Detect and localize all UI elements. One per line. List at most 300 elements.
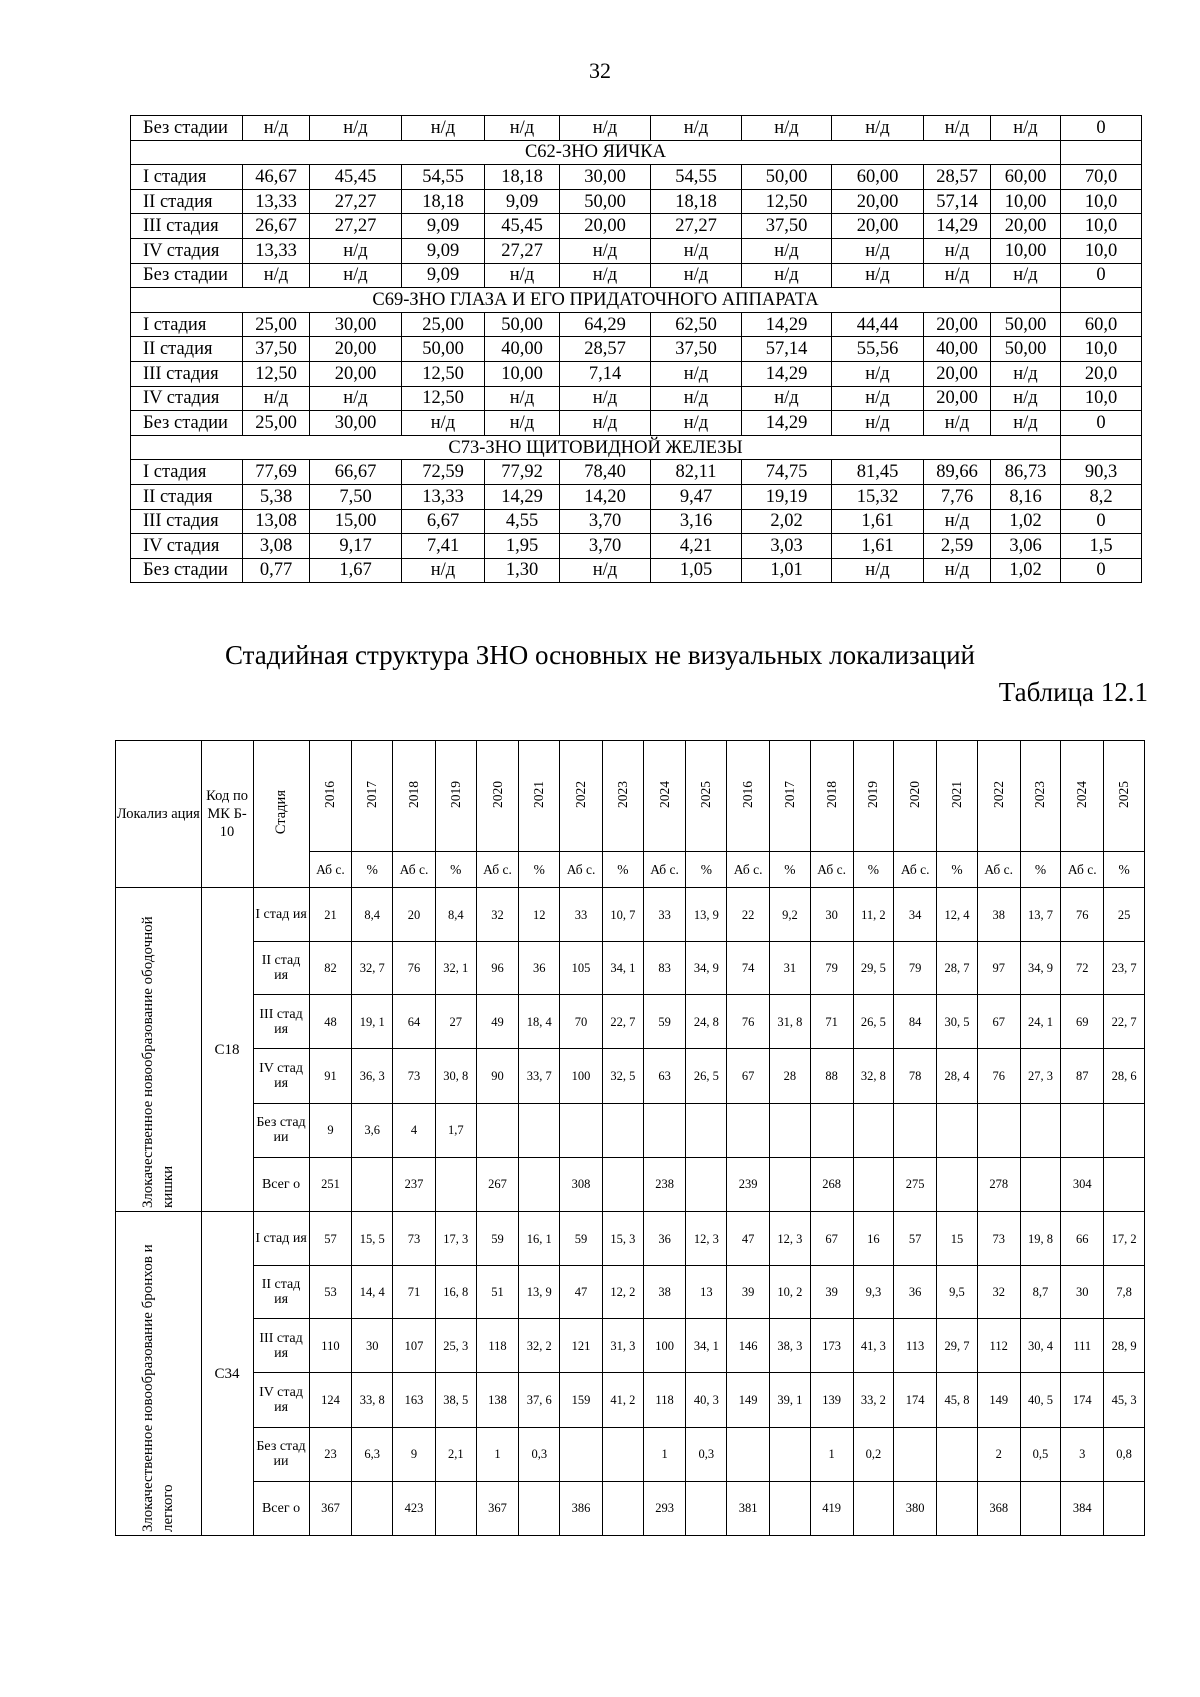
- value-cell: 9,17: [310, 534, 402, 559]
- value-cell: н/д: [485, 386, 560, 411]
- value-cell: 7,41: [402, 534, 485, 559]
- year-label: 2023: [614, 781, 630, 808]
- value-cell: 34, 9: [1020, 942, 1061, 995]
- year-label: 2016: [740, 781, 756, 808]
- value-cell: 41, 3: [853, 1319, 894, 1373]
- value-cell: н/д: [651, 411, 742, 436]
- table-row: [131, 116, 1142, 141]
- section-title: С69-ЗНО ГЛАЗА И ЕГО ПРИДАТОЧНОГО АППАРАТА: [131, 288, 1061, 313]
- value-cell: 3,6: [352, 1103, 393, 1157]
- year-label: 2022: [990, 781, 1006, 808]
- value-cell: [560, 1103, 603, 1157]
- year-header: [1020, 741, 1061, 852]
- year-label: 2018: [823, 781, 839, 808]
- value-cell: 7,76: [924, 484, 991, 509]
- value-cell: 12, 4: [937, 888, 978, 942]
- value-cell: 90: [476, 1049, 519, 1103]
- value-cell: 57: [309, 1212, 352, 1266]
- header-icd-code: Код по МК Б- 10: [201, 741, 253, 888]
- value-cell: 54,55: [402, 165, 485, 190]
- value-cell: 27, 3: [1020, 1049, 1061, 1103]
- stage-label: I стадия: [131, 165, 243, 190]
- value-cell: 367: [309, 1481, 352, 1535]
- value-cell: 308: [560, 1157, 603, 1211]
- value-cell: 25,00: [243, 411, 310, 436]
- value-cell: [602, 1157, 643, 1211]
- value-cell: [770, 1103, 811, 1157]
- value-cell: 11, 2: [853, 888, 894, 942]
- year-header: [894, 741, 937, 852]
- stage-label: II стадия: [131, 189, 243, 214]
- value-cell: 10,00: [485, 361, 560, 386]
- year-header: [1061, 741, 1104, 852]
- value-cell: 97: [977, 942, 1020, 995]
- value-cell: 27,27: [485, 238, 560, 263]
- year-header: [602, 741, 643, 852]
- value-cell: 9,47: [651, 484, 742, 509]
- value-cell: 13: [686, 1266, 727, 1319]
- value-cell: 267: [476, 1157, 519, 1211]
- value-cell: 0: [1061, 263, 1142, 288]
- value-cell: 20,00: [832, 214, 924, 239]
- value-cell: 0: [1061, 116, 1142, 141]
- value-cell: 36, 3: [352, 1049, 393, 1103]
- value-cell: 26,67: [243, 214, 310, 239]
- unit-header: Аб с.: [643, 852, 686, 888]
- value-cell: 10, 7: [602, 888, 643, 942]
- year-label: 2017: [781, 781, 797, 808]
- value-cell: 368: [977, 1481, 1020, 1535]
- stage-label: I стад ия: [253, 888, 309, 942]
- value-cell: 22, 7: [602, 995, 643, 1049]
- value-cell: 60,00: [832, 165, 924, 190]
- value-cell: [853, 1157, 894, 1211]
- year-label: 2023: [1032, 781, 1048, 808]
- value-cell: 74,75: [742, 460, 832, 485]
- year-label: 2019: [447, 781, 463, 808]
- value-cell: 9,2: [770, 888, 811, 942]
- value-cell: 14, 4: [352, 1266, 393, 1319]
- header-stage: [253, 741, 309, 888]
- value-cell: [560, 1427, 603, 1481]
- year-header: [686, 741, 727, 852]
- unit-header: %: [937, 852, 978, 888]
- table-row: [116, 1049, 1145, 1103]
- value-cell: 7,8: [1104, 1266, 1145, 1319]
- value-cell: н/д: [991, 263, 1061, 288]
- value-cell: 20,00: [924, 361, 991, 386]
- value-cell: 79: [810, 942, 853, 995]
- value-cell: 9,5: [937, 1266, 978, 1319]
- stage-label: II стадия: [131, 484, 243, 509]
- value-cell: 20: [393, 888, 436, 942]
- table-row: [131, 337, 1142, 362]
- value-cell: 4,21: [651, 534, 742, 559]
- value-cell: 28,57: [924, 165, 991, 190]
- value-cell: 63: [643, 1049, 686, 1103]
- section-header-row: [131, 435, 1142, 460]
- value-cell: н/д: [243, 263, 310, 288]
- value-cell: 30, 4: [1020, 1319, 1061, 1373]
- value-cell: [1104, 1481, 1145, 1535]
- value-cell: 22: [727, 888, 770, 942]
- value-cell: 12, 3: [686, 1212, 727, 1266]
- value-cell: [476, 1103, 519, 1157]
- value-cell: 53: [309, 1266, 352, 1319]
- table-row: [116, 1157, 1145, 1211]
- value-cell: 16, 1: [519, 1212, 560, 1266]
- value-cell: 3,70: [560, 509, 651, 534]
- value-cell: 32, 1: [435, 942, 476, 995]
- value-cell: н/д: [310, 238, 402, 263]
- table-row: [131, 189, 1142, 214]
- value-cell: 1,5: [1061, 534, 1142, 559]
- value-cell: 66,67: [310, 460, 402, 485]
- value-cell: 3,16: [651, 509, 742, 534]
- value-cell: [352, 1481, 393, 1535]
- value-cell: 26, 5: [853, 995, 894, 1049]
- value-cell: 27: [435, 995, 476, 1049]
- value-cell: [519, 1157, 560, 1211]
- stage-label: Без стадии: [131, 411, 243, 436]
- value-cell: 149: [977, 1373, 1020, 1427]
- value-cell: 13,08: [243, 509, 310, 534]
- value-cell: 1,02: [991, 558, 1061, 583]
- value-cell: [727, 1427, 770, 1481]
- stage-label: III стадия: [131, 361, 243, 386]
- year-label: 2017: [364, 781, 380, 808]
- table-row: [131, 509, 1142, 534]
- icd-code-cell: С34: [201, 1212, 253, 1536]
- value-cell: н/д: [924, 411, 991, 436]
- value-cell: 0,5: [1020, 1427, 1061, 1481]
- value-cell: 30,00: [560, 165, 651, 190]
- value-cell: 66: [1061, 1212, 1104, 1266]
- value-cell: 2: [977, 1427, 1020, 1481]
- unit-header: %: [435, 852, 476, 888]
- value-cell: 121: [560, 1319, 603, 1373]
- stage-label: Без стадии: [131, 116, 243, 141]
- value-cell: 59: [643, 995, 686, 1049]
- section-title: С73-ЗНО ЩИТОВИДНОЙ ЖЕЛЕЗЫ: [131, 435, 1061, 460]
- value-cell: 23, 7: [1104, 942, 1145, 995]
- stage-label: IV стадия: [131, 238, 243, 263]
- unit-header: Аб с.: [393, 852, 436, 888]
- value-cell: 36: [894, 1266, 937, 1319]
- value-cell: 20,00: [832, 189, 924, 214]
- year-label: 2024: [656, 781, 672, 808]
- value-cell: 18,18: [651, 189, 742, 214]
- value-cell: 380: [894, 1481, 937, 1535]
- section-header-row: [131, 140, 1142, 165]
- unit-header: %: [770, 852, 811, 888]
- value-cell: 28, 4: [937, 1049, 978, 1103]
- value-cell: [602, 1427, 643, 1481]
- value-cell: [519, 1103, 560, 1157]
- value-cell: 40,00: [924, 337, 991, 362]
- value-cell: 34, 1: [686, 1319, 727, 1373]
- value-cell: н/д: [485, 411, 560, 436]
- value-cell: 1,67: [310, 558, 402, 583]
- value-cell: 2,59: [924, 534, 991, 559]
- value-cell: 1,30: [485, 558, 560, 583]
- value-cell: 60,0: [1061, 312, 1142, 337]
- value-cell: 47: [727, 1212, 770, 1266]
- value-cell: 100: [560, 1049, 603, 1103]
- value-cell: 76: [977, 1049, 1020, 1103]
- value-cell: 16, 8: [435, 1266, 476, 1319]
- year-label: 2021: [948, 781, 964, 808]
- value-cell: 20,00: [310, 337, 402, 362]
- value-cell: 107: [393, 1319, 436, 1373]
- header-localization: Локализ ация: [116, 741, 202, 888]
- value-cell: 14,29: [485, 484, 560, 509]
- unit-header: %: [352, 852, 393, 888]
- value-cell: 28, 9: [1104, 1319, 1145, 1373]
- value-cell: 55,56: [832, 337, 924, 362]
- value-cell: 2,02: [742, 509, 832, 534]
- value-cell: 72,59: [402, 460, 485, 485]
- value-cell: н/д: [742, 386, 832, 411]
- year-label: 2025: [698, 781, 714, 808]
- value-cell: н/д: [832, 386, 924, 411]
- value-cell: 139: [810, 1373, 853, 1427]
- value-cell: 67: [810, 1212, 853, 1266]
- value-cell: 10,0: [1061, 238, 1142, 263]
- value-cell: 50,00: [991, 312, 1061, 337]
- value-cell: [352, 1157, 393, 1211]
- value-cell: 15,00: [310, 509, 402, 534]
- year-header: [937, 741, 978, 852]
- value-cell: н/д: [402, 411, 485, 436]
- value-cell: 31: [770, 942, 811, 995]
- value-cell: 69: [1061, 995, 1104, 1049]
- value-cell: 19, 8: [1020, 1212, 1061, 1266]
- value-cell: 29, 7: [937, 1319, 978, 1373]
- value-cell: 34: [894, 888, 937, 942]
- value-cell: [686, 1481, 727, 1535]
- stage-distribution-table-continued: [130, 115, 1142, 583]
- table-row: [116, 1103, 1145, 1157]
- value-cell: 30, 5: [937, 995, 978, 1049]
- value-cell: 9: [309, 1103, 352, 1157]
- value-cell: 20,00: [560, 214, 651, 239]
- value-cell: 31, 3: [602, 1319, 643, 1373]
- value-cell: 19,19: [742, 484, 832, 509]
- value-cell: 13,33: [402, 484, 485, 509]
- value-cell: 0: [1061, 411, 1142, 436]
- value-cell: 1: [810, 1427, 853, 1481]
- value-cell: н/д: [832, 361, 924, 386]
- value-cell: 293: [643, 1481, 686, 1535]
- value-cell: 1,95: [485, 534, 560, 559]
- header-stage-label: Стадия: [273, 790, 290, 835]
- value-cell: 1,02: [991, 509, 1061, 534]
- value-cell: н/д: [560, 558, 651, 583]
- year-label: 2018: [405, 781, 421, 808]
- stage-label: III стадия: [131, 509, 243, 534]
- value-cell: 67: [727, 1049, 770, 1103]
- value-cell: н/д: [402, 558, 485, 583]
- value-cell: 87: [1061, 1049, 1104, 1103]
- value-cell: [770, 1157, 811, 1211]
- value-cell: 38: [977, 888, 1020, 942]
- value-cell: [686, 1157, 727, 1211]
- value-cell: 64: [393, 995, 436, 1049]
- value-cell: 54,55: [651, 165, 742, 190]
- value-cell: н/д: [310, 263, 402, 288]
- value-cell: 13, 7: [1020, 888, 1061, 942]
- value-cell: 59: [476, 1212, 519, 1266]
- table-row: [131, 558, 1142, 583]
- value-cell: [1020, 1103, 1061, 1157]
- value-cell: 3,06: [991, 534, 1061, 559]
- value-cell: 14,29: [742, 312, 832, 337]
- value-cell: 30: [352, 1319, 393, 1373]
- value-cell: 112: [977, 1319, 1020, 1373]
- value-cell: 38, 3: [770, 1319, 811, 1373]
- value-cell: 0: [1061, 509, 1142, 534]
- value-cell: 48: [309, 995, 352, 1049]
- value-cell: [894, 1427, 937, 1481]
- value-cell: н/д: [651, 263, 742, 288]
- value-cell: 50,00: [742, 165, 832, 190]
- value-cell: 34, 1: [602, 942, 643, 995]
- value-cell: 174: [1061, 1373, 1104, 1427]
- value-cell: 84: [894, 995, 937, 1049]
- table-row: [131, 214, 1142, 239]
- value-cell: 0,3: [686, 1427, 727, 1481]
- value-cell: [435, 1481, 476, 1535]
- year-header: [770, 741, 811, 852]
- value-cell: 105: [560, 942, 603, 995]
- value-cell: [602, 1481, 643, 1535]
- value-cell: 33: [643, 888, 686, 942]
- value-cell: 91: [309, 1049, 352, 1103]
- value-cell: н/д: [832, 558, 924, 583]
- value-cell: 62,50: [651, 312, 742, 337]
- value-cell: н/д: [485, 116, 560, 141]
- value-cell: 25: [1104, 888, 1145, 942]
- table-row: [131, 165, 1142, 190]
- value-cell: н/д: [991, 386, 1061, 411]
- table-row: [116, 1319, 1145, 1373]
- value-cell: 27,27: [310, 189, 402, 214]
- value-cell: 82,11: [651, 460, 742, 485]
- value-cell: 29, 5: [853, 942, 894, 995]
- value-cell: 275: [894, 1157, 937, 1211]
- value-cell: 37,50: [243, 337, 310, 362]
- value-cell: 33, 2: [853, 1373, 894, 1427]
- value-cell: 57,14: [742, 337, 832, 362]
- value-cell: 13, 9: [519, 1266, 560, 1319]
- stage-label: Без стад ии: [253, 1427, 309, 1481]
- value-cell: 1,61: [832, 534, 924, 559]
- value-cell: 76: [1061, 888, 1104, 942]
- value-cell: 30: [810, 888, 853, 942]
- value-cell: 8,4: [435, 888, 476, 942]
- value-cell: 21: [309, 888, 352, 942]
- value-cell: н/д: [832, 411, 924, 436]
- value-cell: [853, 1481, 894, 1535]
- value-cell: 12,50: [402, 361, 485, 386]
- value-cell: 50,00: [991, 337, 1061, 362]
- value-cell: [937, 1103, 978, 1157]
- value-cell: 32, 7: [352, 942, 393, 995]
- value-cell: 3,70: [560, 534, 651, 559]
- value-cell: н/д: [651, 361, 742, 386]
- value-cell: 25,00: [243, 312, 310, 337]
- value-cell: н/д: [560, 386, 651, 411]
- value-cell: [810, 1103, 853, 1157]
- value-cell: 13,33: [243, 189, 310, 214]
- value-cell: 10,0: [1061, 189, 1142, 214]
- value-cell: н/д: [742, 238, 832, 263]
- value-cell: 9,3: [853, 1266, 894, 1319]
- unit-header: Аб с.: [1061, 852, 1104, 888]
- value-cell: н/д: [924, 116, 991, 141]
- value-cell: 33: [560, 888, 603, 942]
- value-cell: 278: [977, 1157, 1020, 1211]
- value-cell: 6,3: [352, 1427, 393, 1481]
- value-cell: 32, 2: [519, 1319, 560, 1373]
- value-cell: 381: [727, 1481, 770, 1535]
- table-row: [131, 411, 1142, 436]
- value-cell: н/д: [651, 386, 742, 411]
- value-cell: н/д: [560, 238, 651, 263]
- value-cell: 10,00: [991, 189, 1061, 214]
- value-cell: [1061, 1103, 1104, 1157]
- table-row: [116, 995, 1145, 1049]
- value-cell: 24, 1: [1020, 995, 1061, 1049]
- value-cell: [643, 1103, 686, 1157]
- table-row: [116, 942, 1145, 995]
- value-cell: 0,77: [243, 558, 310, 583]
- value-cell: [686, 1103, 727, 1157]
- value-cell: 33, 8: [352, 1373, 393, 1427]
- value-cell: 45, 3: [1104, 1373, 1145, 1427]
- value-cell: 86,73: [991, 460, 1061, 485]
- value-cell: 304: [1061, 1157, 1104, 1211]
- value-cell: н/д: [651, 116, 742, 141]
- value-cell: 15, 3: [602, 1212, 643, 1266]
- value-cell: [853, 1103, 894, 1157]
- value-cell: 110: [309, 1319, 352, 1373]
- value-cell: [1104, 1157, 1145, 1211]
- value-cell: н/д: [991, 361, 1061, 386]
- value-cell: н/д: [742, 263, 832, 288]
- stage-label: Без стадии: [131, 263, 243, 288]
- value-cell: 50,00: [485, 312, 560, 337]
- stage-label: II стад ия: [253, 1266, 309, 1319]
- table-row: [131, 484, 1142, 509]
- value-cell: н/д: [560, 411, 651, 436]
- value-cell: 1,01: [742, 558, 832, 583]
- value-cell: 8,2: [1061, 484, 1142, 509]
- year-label: 2020: [489, 781, 505, 808]
- value-cell: 60,00: [991, 165, 1061, 190]
- value-cell: н/д: [560, 263, 651, 288]
- stage-label: IV стадия: [131, 534, 243, 559]
- value-cell: 77,69: [243, 460, 310, 485]
- value-cell: 50,00: [560, 189, 651, 214]
- value-cell: 12: [519, 888, 560, 942]
- value-cell: 18,18: [485, 165, 560, 190]
- value-cell: 57,14: [924, 189, 991, 214]
- value-cell: 30: [1061, 1266, 1104, 1319]
- year-label: 2021: [531, 781, 547, 808]
- value-cell: 64,29: [560, 312, 651, 337]
